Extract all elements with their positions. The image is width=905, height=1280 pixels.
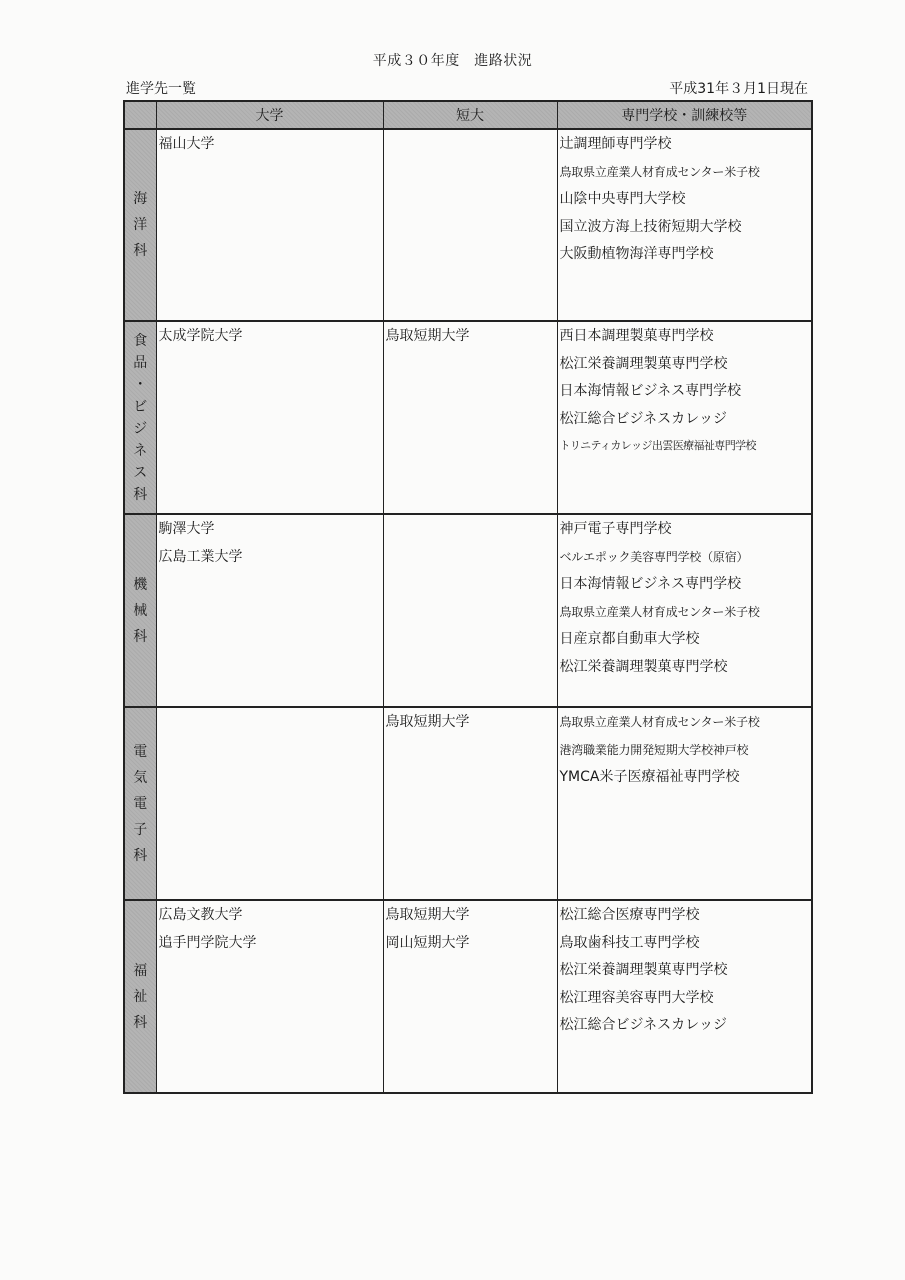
school-name: 松江総合ビジネスカレッジ (559, 410, 727, 427)
department-char: 科 (133, 486, 148, 503)
university-list (156, 129, 383, 321)
department-row (124, 129, 812, 321)
department-label (124, 321, 156, 514)
school-name: 神戸電子専門学校 (559, 521, 672, 537)
junior-college-list (383, 514, 557, 707)
department-row (124, 321, 812, 514)
department-char: ス (133, 464, 148, 481)
university-list (156, 900, 383, 1093)
school-name: 鳥取短期大学 (385, 714, 470, 730)
school-name: 松江栄養調理製菓専門学校 (559, 658, 728, 675)
department-char: 祉 (133, 988, 148, 1005)
junior-college-list (383, 129, 557, 321)
department-char: 電 (133, 743, 148, 760)
school-name: トリニティカレッジ出雲医療福祉専門学校 (559, 439, 756, 452)
junior-college-list (383, 900, 557, 1093)
department-char: ネ (133, 442, 148, 459)
school-name: YMCA米子医療福祉専門学校 (559, 769, 740, 785)
header-blank (124, 101, 156, 129)
school-name: ベルエポック美容専門学校（原宿） (559, 549, 749, 564)
as-of-date: 平成31年３月1日現在 (669, 81, 808, 97)
school-name: 辻調理師専門学校 (559, 136, 672, 152)
header-vocational: 専門学校・訓練校等 (557, 101, 812, 129)
school-name: 松江栄養調理製菓専門学校 (559, 962, 728, 978)
school-name: 鳥取短期大学 (385, 328, 470, 344)
school-name: 広島工業大学 (158, 548, 243, 565)
department-char: 械 (133, 602, 148, 619)
school-name: 港湾職業能力開発短期大学校神戸校 (559, 742, 749, 757)
header-university: 大学 (156, 101, 383, 129)
page-title: 平成３０年度 進路状況 (372, 53, 533, 69)
department-char: 気 (133, 769, 148, 786)
department-row (124, 514, 812, 707)
department-label (124, 514, 156, 707)
header-row (124, 101, 812, 129)
school-name: 鳥取短期大学 (385, 907, 470, 923)
department-char: 品 (133, 354, 148, 371)
department-char: 科 (133, 847, 148, 864)
department-label (124, 129, 156, 321)
school-name: 松江総合ビジネスカレッジ (559, 1017, 727, 1033)
junior-college-list (383, 321, 557, 514)
department-label (124, 900, 156, 1093)
school-name: 鳥取県立産業人材育成センター米子校 (559, 604, 760, 619)
header-junior-college: 短大 (383, 101, 557, 129)
department-char: 電 (133, 795, 148, 812)
school-name: 福山大学 (158, 136, 215, 152)
school-name: 太成学院大学 (158, 328, 243, 344)
department-row (124, 707, 812, 900)
school-name: 駒澤大学 (158, 521, 215, 537)
department-char: 福 (133, 962, 148, 979)
school-name: 松江総合医療専門学校 (559, 907, 700, 923)
school-name: 松江理容美容専門大学校 (559, 989, 714, 1006)
school-name: 山陰中央専門大学校 (559, 191, 686, 207)
department-char: 機 (133, 576, 148, 593)
university-list (156, 514, 383, 707)
university-list (156, 321, 383, 514)
school-name: 広島文教大学 (158, 907, 243, 923)
school-name: 国立波方海上技術短期大学校 (559, 218, 742, 235)
department-char: ・ (133, 376, 148, 393)
school-name: 岡山短期大学 (385, 934, 470, 951)
vocational-list (557, 707, 812, 900)
school-name: 鳥取県立産業人材育成センター米子校 (559, 164, 760, 179)
department-char: 洋 (133, 217, 148, 233)
university-list (156, 707, 383, 900)
school-name: 日産京都自動車大学校 (559, 631, 700, 647)
school-name: 鳥取県立産業人材育成センター米子校 (559, 715, 760, 729)
vocational-list (557, 900, 812, 1093)
school-name: 日本海情報ビジネス専門学校 (559, 576, 742, 592)
department-char: 海 (133, 191, 148, 207)
department-char: 科 (133, 1014, 148, 1031)
list-heading: 進学先一覧 (126, 81, 196, 97)
vocational-list (557, 129, 812, 321)
department-label (124, 707, 156, 900)
department-char: ビ (133, 398, 148, 415)
department-char: 子 (133, 821, 148, 838)
vocational-list (557, 514, 812, 707)
department-row (124, 900, 812, 1093)
department-char: 科 (133, 243, 148, 259)
department-char: 科 (133, 628, 148, 645)
vocational-list (557, 321, 812, 514)
school-name: 追手門学院大学 (158, 934, 257, 951)
department-char: 食 (133, 332, 148, 349)
school-name: 鳥取歯科技工専門学校 (559, 934, 700, 951)
department-char: ジ (133, 420, 148, 437)
school-name: 松江栄養調理製菓専門学校 (559, 355, 728, 372)
junior-college-list (383, 707, 557, 900)
school-name: 西日本調理製菓専門学校 (559, 328, 714, 344)
destinations-table (123, 100, 813, 1094)
school-name: 大阪動植物海洋専門学校 (559, 246, 714, 262)
school-name: 日本海情報ビジネス専門学校 (559, 383, 742, 399)
